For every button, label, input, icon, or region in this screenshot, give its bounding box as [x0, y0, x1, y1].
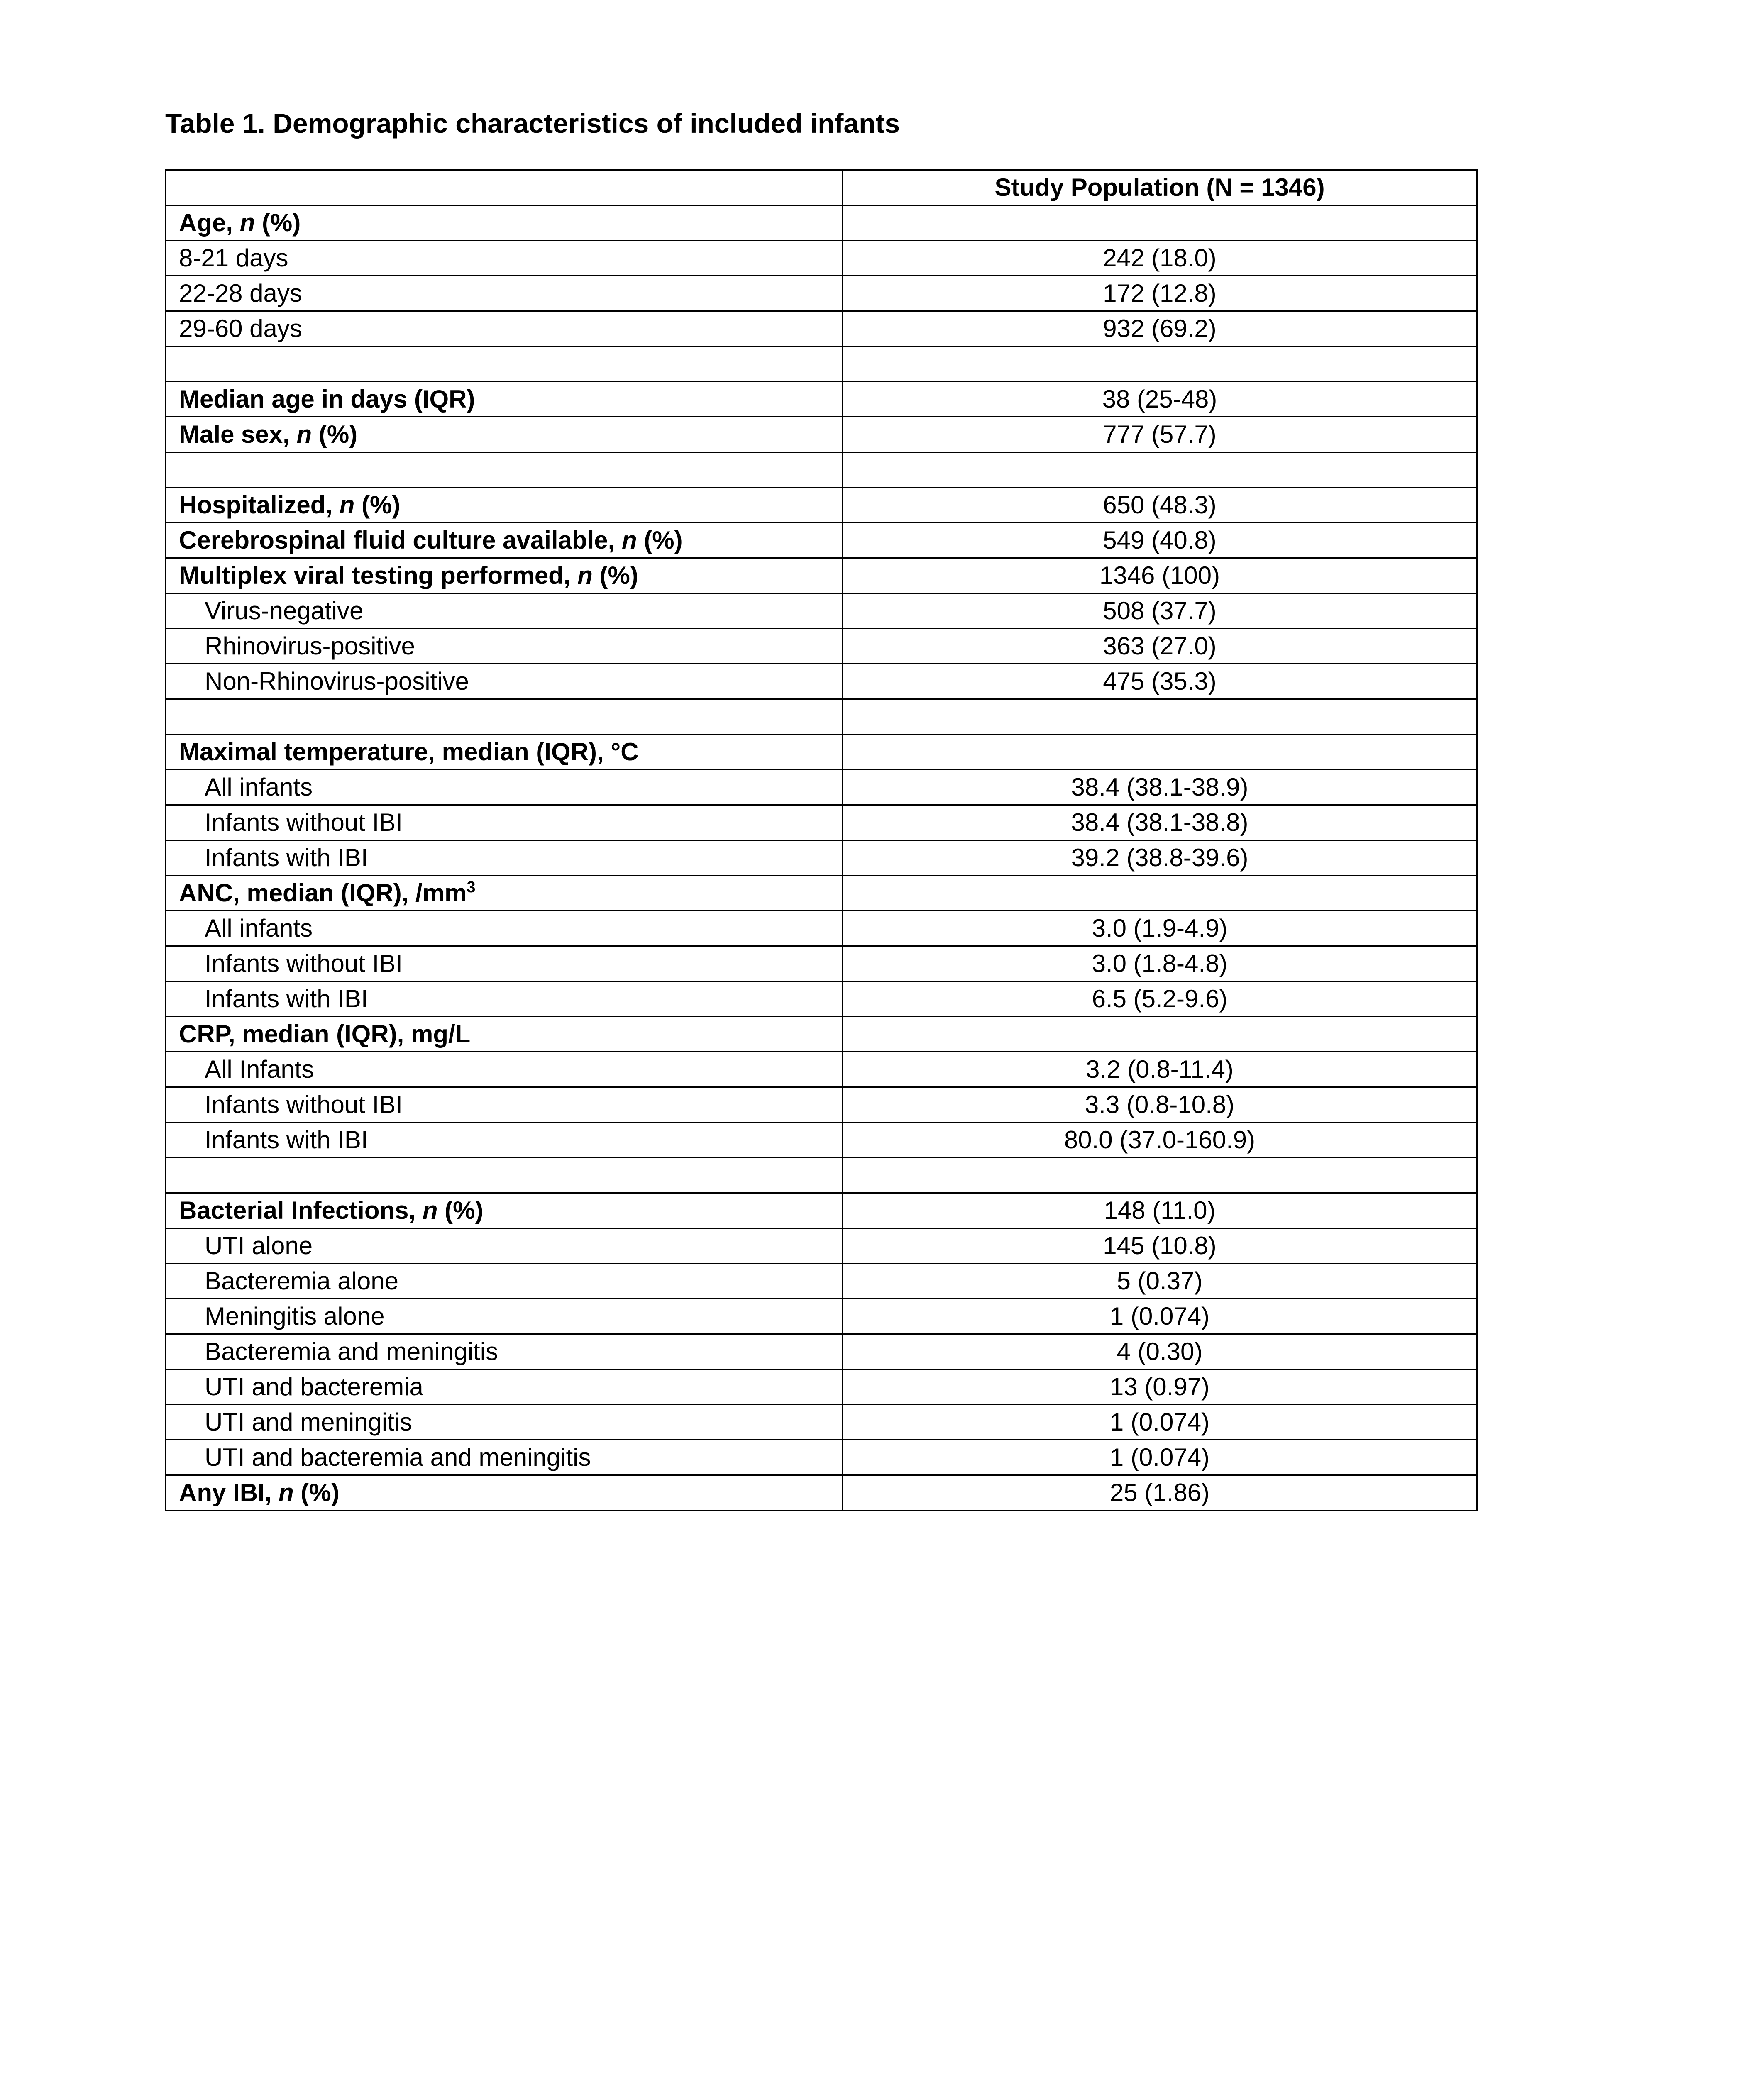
- table-row: [166, 1228, 1477, 1264]
- table-spacer-row: [166, 452, 1477, 488]
- table-row: [166, 770, 1477, 805]
- row-label-cell: [166, 770, 843, 805]
- row-label: CRP, median (IQR), mg/L: [179, 1020, 471, 1048]
- row-label-suffix: (%): [293, 1479, 340, 1506]
- table-row: [166, 805, 1477, 840]
- row-label: Maximal temperature, median (IQR), °C: [179, 738, 639, 766]
- row-label: Rhinovirus-positive: [205, 632, 415, 660]
- row-label-cell: [166, 593, 843, 629]
- table-row: [166, 629, 1477, 664]
- row-label-cell: [166, 664, 843, 699]
- row-label-suffix: (%): [637, 526, 683, 554]
- row-label: Infants with IBI: [205, 844, 368, 872]
- page-title: Table 1. Demographic characteristics of included infants: [165, 108, 900, 139]
- row-label-cell: [166, 205, 843, 241]
- row-label: Multiplex viral testing performed,: [179, 561, 578, 589]
- row-label: Meningitis alone: [205, 1302, 385, 1330]
- row-label: UTI and bacteremia: [205, 1373, 423, 1401]
- row-label-cell: [166, 1017, 843, 1052]
- row-label-suffix: (%): [312, 420, 358, 448]
- row-label-cell: [166, 1193, 843, 1228]
- row-value-cell: 549 (40.8): [843, 523, 1477, 558]
- row-label: All Infants: [205, 1055, 314, 1083]
- table-row: [166, 382, 1477, 417]
- row-label-cell: [166, 241, 843, 276]
- row-label-cell: [166, 382, 843, 417]
- table-row: [166, 735, 1477, 770]
- row-label-cell: [166, 699, 843, 735]
- row-value-cell: [843, 876, 1477, 911]
- row-value-cell: 242 (18.0): [843, 241, 1477, 276]
- row-label-italic: n: [621, 526, 637, 554]
- row-label: Virus-negative: [205, 597, 364, 625]
- table-row: [166, 1052, 1477, 1087]
- row-value-cell: 1 (0.074): [843, 1440, 1477, 1475]
- row-label-italic: n: [422, 1196, 438, 1224]
- table-body: [166, 170, 1477, 1511]
- table-row: [166, 593, 1477, 629]
- row-value-cell: 1 (0.074): [843, 1299, 1477, 1334]
- row-label-italic: n: [296, 420, 312, 448]
- row-label-cell: [166, 876, 843, 911]
- header-label-cell: [166, 170, 843, 205]
- row-label: Infants without IBI: [205, 1091, 403, 1118]
- row-value-cell: 145 (10.8): [843, 1228, 1477, 1264]
- table-row: [166, 1370, 1477, 1405]
- row-value-cell: 38.4 (38.1-38.9): [843, 770, 1477, 805]
- table-row: [166, 1123, 1477, 1158]
- row-label-suffix: (%): [592, 561, 638, 589]
- table-row: [166, 276, 1477, 311]
- row-value-cell: [843, 347, 1477, 382]
- row-label: All infants: [205, 914, 313, 942]
- row-label-cell: [166, 1123, 843, 1158]
- row-label: Bacteremia alone: [205, 1267, 398, 1295]
- row-label-cell: [166, 417, 843, 452]
- row-label-suffix: (%): [354, 491, 401, 519]
- row-label-superscript: 3: [467, 879, 476, 896]
- row-label: Median age in days (IQR): [179, 385, 475, 413]
- row-label-cell: [166, 1228, 843, 1264]
- row-label: Any IBI,: [179, 1479, 279, 1506]
- row-value-cell: 39.2 (38.8-39.6): [843, 840, 1477, 876]
- row-label-italic: n: [339, 491, 355, 519]
- row-label-cell: [166, 523, 843, 558]
- row-label-suffix: (%): [437, 1196, 484, 1224]
- row-label-cell: [166, 311, 843, 347]
- table-row: [166, 1475, 1477, 1511]
- row-value-cell: [843, 452, 1477, 488]
- table-row: [166, 311, 1477, 347]
- table-row: [166, 1440, 1477, 1475]
- row-label: 29-60 days: [179, 315, 302, 342]
- row-label: UTI alone: [205, 1232, 313, 1260]
- row-label: Infants with IBI: [205, 985, 368, 1013]
- row-label-cell: [166, 1264, 843, 1299]
- row-label-cell: [166, 1440, 843, 1475]
- row-label: Cerebrospinal fluid culture available,: [179, 526, 622, 554]
- table-row: [166, 417, 1477, 452]
- row-label: Bacterial Infections,: [179, 1196, 423, 1224]
- row-label: Hospitalized,: [179, 491, 340, 519]
- row-value-cell: [843, 699, 1477, 735]
- row-value-cell: 508 (37.7): [843, 593, 1477, 629]
- row-value-cell: 3.3 (0.8-10.8): [843, 1087, 1477, 1123]
- row-value-cell: 38.4 (38.1-38.8): [843, 805, 1477, 840]
- row-label-cell: [166, 911, 843, 946]
- row-label: Bacteremia and meningitis: [205, 1338, 498, 1365]
- row-label: Non-Rhinovirus-positive: [205, 667, 469, 695]
- row-value-cell: 1 (0.074): [843, 1405, 1477, 1440]
- row-label: Infants with IBI: [205, 1126, 368, 1154]
- row-value-cell: 172 (12.8): [843, 276, 1477, 311]
- table-row: [166, 558, 1477, 593]
- row-label: 22-28 days: [179, 279, 302, 307]
- row-label-italic: n: [239, 209, 255, 237]
- table-row: [166, 911, 1477, 946]
- table-row: [166, 876, 1477, 911]
- table-row: [166, 664, 1477, 699]
- row-value-cell: 3.0 (1.8-4.8): [843, 946, 1477, 981]
- table-row: [166, 205, 1477, 241]
- table-spacer-row: [166, 699, 1477, 735]
- row-label-cell: [166, 488, 843, 523]
- table-header-row: [166, 170, 1477, 205]
- row-label-cell: [166, 981, 843, 1017]
- table-row: [166, 523, 1477, 558]
- row-value-cell: 38 (25-48): [843, 382, 1477, 417]
- demographics-table: [165, 169, 1478, 1511]
- row-label-cell: [166, 276, 843, 311]
- row-label: Infants without IBI: [205, 808, 403, 836]
- row-label: Infants without IBI: [205, 950, 403, 977]
- table-spacer-row: [166, 347, 1477, 382]
- header-value-cell: Study Population (N = 1346): [843, 170, 1477, 205]
- row-label-cell: [166, 735, 843, 770]
- row-label-cell: [166, 805, 843, 840]
- row-label: Male sex,: [179, 420, 297, 448]
- row-value-cell: [843, 1017, 1477, 1052]
- table-row: [166, 1405, 1477, 1440]
- row-label-cell: [166, 1475, 843, 1511]
- row-label-cell: [166, 840, 843, 876]
- row-value-cell: 13 (0.97): [843, 1370, 1477, 1405]
- row-value-cell: 3.0 (1.9-4.9): [843, 911, 1477, 946]
- row-label-cell: [166, 1158, 843, 1193]
- row-value-cell: 6.5 (5.2-9.6): [843, 981, 1477, 1017]
- row-label-cell: [166, 1087, 843, 1123]
- row-value-cell: [843, 735, 1477, 770]
- table-spacer-row: [166, 1158, 1477, 1193]
- row-label-italic: n: [577, 561, 593, 589]
- row-label-cell: [166, 629, 843, 664]
- row-value-cell: 932 (69.2): [843, 311, 1477, 347]
- row-value-cell: 148 (11.0): [843, 1193, 1477, 1228]
- table-row: [166, 1299, 1477, 1334]
- row-label-cell: [166, 1405, 843, 1440]
- row-value-cell: 777 (57.7): [843, 417, 1477, 452]
- row-label-cell: [166, 1334, 843, 1370]
- table-row: [166, 946, 1477, 981]
- table-row: [166, 1193, 1477, 1228]
- table-row: [166, 241, 1477, 276]
- row-label: 8-21 days: [179, 244, 288, 272]
- row-label-suffix: (%): [255, 209, 301, 237]
- row-label-italic: n: [279, 1479, 294, 1506]
- row-value-cell: 475 (35.3): [843, 664, 1477, 699]
- table-row: [166, 1334, 1477, 1370]
- table-row: [166, 488, 1477, 523]
- row-value-cell: 3.2 (0.8-11.4): [843, 1052, 1477, 1087]
- row-label: UTI and meningitis: [205, 1408, 413, 1436]
- row-label-cell: [166, 946, 843, 981]
- table-row: [166, 1087, 1477, 1123]
- row-value-cell: 650 (48.3): [843, 488, 1477, 523]
- row-value-cell: 4 (0.30): [843, 1334, 1477, 1370]
- row-label-cell: [166, 1052, 843, 1087]
- table-row: [166, 1017, 1477, 1052]
- row-label-cell: [166, 558, 843, 593]
- row-label: ANC, median (IQR), /mm: [179, 879, 467, 907]
- row-value-cell: 1346 (100): [843, 558, 1477, 593]
- row-value-cell: [843, 1158, 1477, 1193]
- table-row: [166, 1264, 1477, 1299]
- table-row: [166, 981, 1477, 1017]
- row-value-cell: [843, 205, 1477, 241]
- row-label-cell: [166, 1370, 843, 1405]
- row-label: All infants: [205, 773, 313, 801]
- row-label-cell: [166, 1299, 843, 1334]
- row-value-cell: 80.0 (37.0-160.9): [843, 1123, 1477, 1158]
- row-value-cell: 25 (1.86): [843, 1475, 1477, 1511]
- row-label: UTI and bacteremia and meningitis: [205, 1443, 591, 1471]
- row-label-cell: [166, 452, 843, 488]
- row-label-cell: [166, 347, 843, 382]
- row-label: Age,: [179, 209, 240, 237]
- table-row: [166, 840, 1477, 876]
- row-value-cell: 363 (27.0): [843, 629, 1477, 664]
- row-value-cell: 5 (0.37): [843, 1264, 1477, 1299]
